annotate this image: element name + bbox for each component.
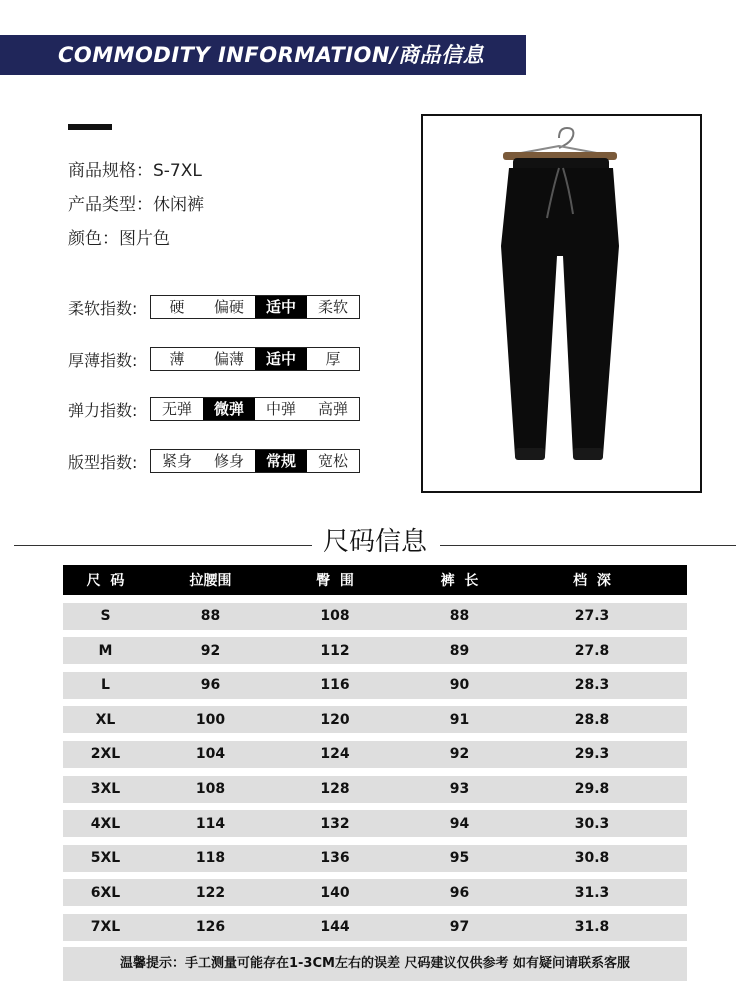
table-cell: 31.3 [574, 884, 610, 901]
table-cell: 28.8 [574, 711, 610, 728]
table-cell: 27.3 [574, 608, 610, 625]
table-cell: 94 [449, 815, 470, 832]
index-option: 修身 [213, 452, 244, 470]
index-label: 厚薄指数: [68, 350, 138, 370]
table-cell: 114 [195, 815, 226, 832]
table-cell: 124 [320, 746, 350, 763]
table-cell: 140 [320, 884, 350, 901]
table-cell: 97 [449, 919, 470, 936]
size-table-header [63, 565, 687, 595]
index-scale [150, 295, 360, 319]
table-cell: 4XL [90, 815, 121, 832]
table-row [63, 845, 687, 872]
index-scale [150, 347, 360, 371]
table-cell: 108 [320, 608, 350, 625]
table-cell: 27.8 [574, 642, 610, 659]
spec-product-type: 产品类型：休闲裤 [68, 195, 204, 215]
table-cell: 122 [195, 884, 226, 901]
table-cell: 30.8 [574, 850, 610, 867]
index-scale [150, 397, 360, 421]
table-row [63, 637, 687, 664]
table-cell: 2XL [90, 746, 121, 763]
table-row [63, 741, 687, 768]
index-label: 版型指数: [68, 452, 138, 472]
table-row [63, 776, 687, 803]
table-cell: 95 [449, 850, 470, 867]
index-row [68, 396, 360, 422]
index-option: 紧身 [161, 452, 192, 470]
index-option: 宽松 [317, 452, 348, 470]
table-cell: 88 [200, 608, 221, 625]
table-cell: 100 [195, 711, 226, 728]
spec-size-range: 商品规格：S-7XL [68, 161, 202, 181]
index-row [68, 448, 360, 474]
table-cell: 118 [195, 850, 226, 867]
index-option: 中弹 [265, 400, 296, 418]
table-cell: S [100, 608, 111, 625]
size-table [63, 565, 687, 941]
table-cell: 128 [320, 781, 350, 798]
table-cell: XL [95, 711, 116, 728]
section-banner: COMMODITY INFORMATION/商品信息 [0, 35, 526, 75]
title-line-right [440, 545, 736, 546]
index-option: 高弹 [317, 400, 348, 418]
header-cell: 拉腰围 [189, 573, 232, 589]
table-row [63, 672, 687, 699]
table-row [63, 603, 687, 630]
table-cell: 90 [449, 677, 470, 694]
spec-color: 颜色：图片色 [68, 229, 170, 249]
product-photo [421, 114, 702, 493]
table-cell: 144 [320, 919, 350, 936]
header-cell: 尺 码 [86, 573, 125, 589]
cuff-left-icon [515, 448, 545, 460]
table-cell: 7XL [90, 919, 121, 936]
hanger-hook-icon [559, 128, 573, 148]
table-cell: 92 [200, 642, 221, 659]
header-cell: 臀 围 [316, 573, 354, 589]
index-option: 柔软 [317, 298, 348, 316]
index-option-selected: 适中 [255, 296, 307, 318]
index-option-selected: 常规 [255, 450, 307, 472]
table-cell: 132 [320, 815, 350, 832]
table-cell: 116 [320, 677, 350, 694]
table-cell: 91 [449, 711, 470, 728]
table-cell: 112 [320, 642, 350, 659]
table-cell: 126 [195, 919, 226, 936]
table-row [63, 706, 687, 733]
size-table-body [63, 603, 687, 941]
table-row [63, 914, 687, 941]
title-line-left [14, 545, 312, 546]
index-option: 偏硬 [213, 298, 244, 316]
table-cell: 88 [449, 608, 470, 625]
table-cell: 96 [449, 884, 470, 901]
table-cell: 3XL [90, 781, 121, 798]
table-cell: 29.8 [574, 781, 610, 798]
header-cell: 档 深 [573, 573, 611, 589]
index-option: 偏薄 [213, 350, 244, 368]
index-label: 弹力指数: [68, 400, 138, 420]
table-cell: 89 [449, 642, 470, 659]
pants-image [423, 116, 700, 491]
measurement-note: 温馨提示：手工测量可能存在1-3CM左右的误差 尺码建议仅供参考 如有疑问请联系客服 [63, 947, 687, 981]
table-cell: 96 [200, 677, 221, 694]
table-cell: M [98, 642, 113, 659]
table-cell: 120 [320, 711, 350, 728]
table-cell: 6XL [90, 884, 121, 901]
size-section-title: 尺码信息 [322, 527, 427, 557]
divider-dash [68, 124, 112, 130]
index-row [68, 346, 360, 372]
table-row [63, 810, 687, 837]
header-cell: 裤 长 [440, 573, 479, 589]
cuff-right-icon [573, 448, 603, 460]
table-cell: 28.3 [574, 677, 610, 694]
table-cell: 92 [449, 746, 470, 763]
index-label: 柔软指数: [68, 298, 138, 318]
index-option-selected: 微弹 [203, 398, 255, 420]
table-cell: 31.8 [574, 919, 610, 936]
table-cell: 108 [195, 781, 226, 798]
index-option: 厚 [325, 350, 341, 368]
table-cell: 93 [449, 781, 470, 798]
pants-body-icon [501, 168, 619, 456]
table-cell: 104 [195, 746, 226, 763]
index-option-selected: 适中 [255, 348, 307, 370]
table-row [63, 879, 687, 906]
table-cell: 5XL [90, 850, 121, 867]
index-option: 硬 [169, 298, 185, 316]
index-scale [150, 449, 360, 473]
table-cell: 29.3 [574, 746, 610, 763]
index-row [68, 294, 360, 320]
table-cell: L [101, 677, 110, 694]
table-cell: 136 [320, 850, 350, 867]
index-option: 薄 [169, 350, 185, 368]
index-option: 无弹 [161, 400, 192, 418]
table-cell: 30.3 [574, 815, 610, 832]
